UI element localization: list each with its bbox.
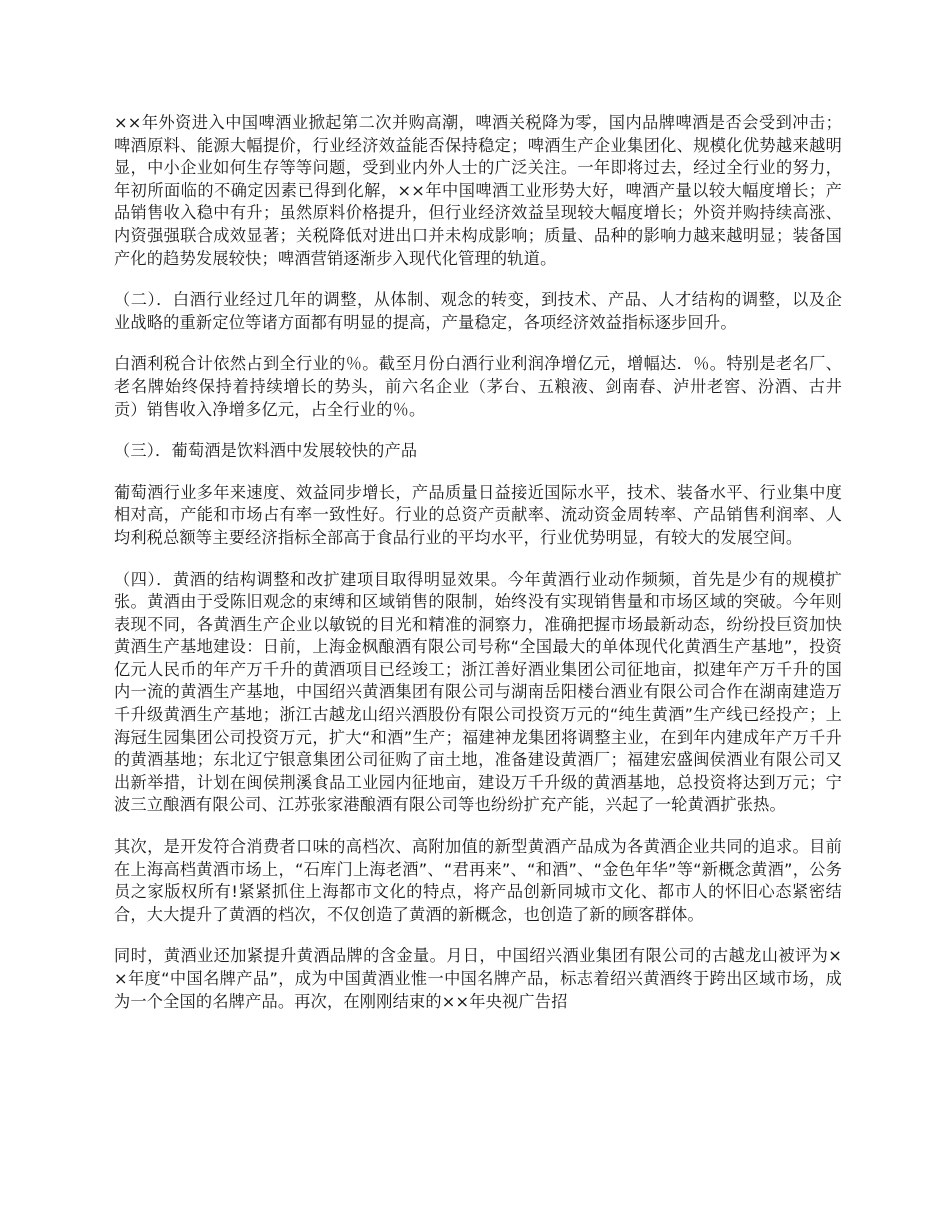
paragraph-wine-heading: （三）．葡萄酒是饮料酒中发展较快的产品 bbox=[114, 441, 418, 461]
paragraph-wine-industry: 葡萄酒行业多年来速度、效益同步增长，产品质量日益接近国际水平，技术、装备水平、行业集中度相对高，产能和市场占有率一致性好。行业的总资产贡献率、流动资金周转率、产品销售利润率、人均利税总额等主要经济指标全部高于食品行业的平均水平，行业优势明显，有较大的发展空间。 bbox=[114, 482, 842, 547]
paragraph-baijiu-adjustment: （二）．白酒行业经过几年的调整，从体制、观念的转变，到技术、产品、人才结构的调整，以及企业战略的重新定位等诸方面都有明显的提高，产量稳定，各项经济效益指标逐步回升。 bbox=[114, 290, 842, 332]
paragraph-beer-industry: ××年外资进入中国啤酒业掀起第二次并购高潮，啤酒关税降为零，国内品牌啤酒是否会受到冲击；啤酒原料、能源大幅提价，行业经济效益能否保持稳定；啤酒生产企业集团化、规模化优势越来越明显，中小企业如何生存等等问题，受到业内外人士的广泛关注。一年即将过去，经过全行业的努力，年初所面临的不确定因素已得到化解，××年中国啤酒工业形势大好，啤酒产量以较大幅度增长；产品销售收入稳中有升；虽然原料价格提升，但行业经济效益呈现较大幅度增长；外资并购持续高涨、内资强强联合成效显著；关税降低对进出口并未构成影响；质量、品种的影响力越来越明显；装备国产化的趋势发展较快；啤酒营销逐渐步入现代化管理的轨道。 bbox=[114, 113, 842, 268]
paragraph-huangjiu-products: 其次，是开发符合消费者口味的高档次、高附加值的新型黄酒产品成为各黄酒企业共同的追求。目前在上海高档黄酒市场上，“石库门上海老酒”、“君再来”、“和酒”、“金色年华”等“新概念黄酒”，公务员之家版权所有!紧紧抓住上海都市文化的特点，将产品创新同城市文化、都市人的怀旧心态紧密结合，大大提升了黄酒的档次，不仅创造了黄酒的新概念，也创造了新的顾客群体。 bbox=[114, 837, 842, 924]
paragraph-huangjiu-brand: 同时，黄酒业还加紧提升黄酒品牌的含金量。月日，中国绍兴酒业集团有限公司的古越龙山被评为××年度“中国名牌产品”，成为中国黄酒业惟一中国名牌产品，标志着绍兴黄酒终于跨出区域市场，成为一个全国的名牌产品。再次，在刚刚结束的××年央视广告招 bbox=[114, 946, 842, 1011]
paragraph-huangjiu-expansion: （四）．黄酒的结构调整和改扩建项目取得明显效果。今年黄酒行业动作频频，首先是少有的规模扩张。黄酒由于受陈旧观念的束缚和区域销售的限制，始终没有实现销售量和市场区域的突破。今年则表现不同，各黄酒生产企业以敏锐的目光和精准的洞察力，准确把握市场最新动态，纷纷投巨资加快黄酒生产基地建设：日前，上海金枫酿酒有限公司号称“全国最大的单体现代化黄酒生产基地”，投资亿元人民币的年产万千升的黄酒项目已经竣工；浙江善好酒业集团公司征地亩，拟建年产万千升的国内一流的黄酒生产基地，中国绍兴黄酒集团有限公司与湖南岳阳楼台酒业有限公司合作在湖南建造万千升级黄酒生产基地；浙江古越龙山绍兴酒股份有限公司投资万元的“纯生黄酒”生产线已经投产；上海冠生园集团公司投资万元，扩大“和酒”生产；福建神龙集团将调整主业，在到年内建成年产万千升的黄酒基地；东北辽宁银意集团公司征购了亩土地，准备建设黄酒厂；福建宏盛闽侯酒业有限公司又出新举措，计划在闽侯荆溪食品工业园内征地亩，建设万千升级的黄酒基地，总投资将达到万元；宁波三立酿酒有限公司、江苏张家港酿酒有限公司等也纷纷扩充产能，兴起了一轮黄酒扩张热。 bbox=[114, 569, 842, 815]
paragraph-baijiu-profit: 白酒利税合计依然占到全行业的％。截至月份白酒行业利润净增亿元，增幅达．％。特别是老名厂、老名牌始终保持着持续增长的势头，前六名企业（茅台、五粮液、剑南春、泸卅老窖、汾酒、古井贡）销售收入净增多亿元，占全行业的％。 bbox=[114, 354, 842, 419]
document-body bbox=[114, 112, 842, 1032]
